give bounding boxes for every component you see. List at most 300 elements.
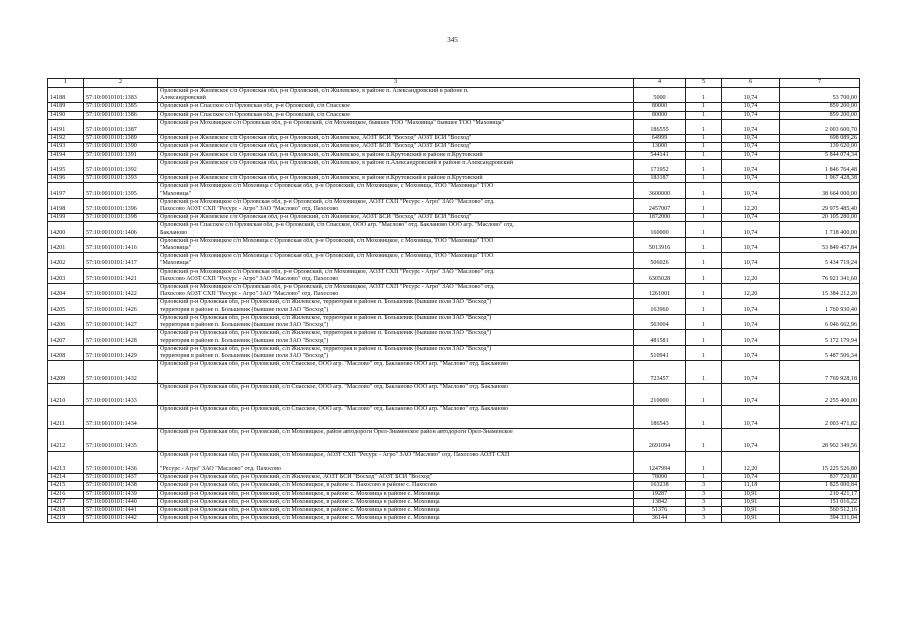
rate-value: 10,74 <box>722 143 780 151</box>
location-description <box>158 237 634 252</box>
row-number: 14207 <box>48 330 84 345</box>
count-value: 1 <box>686 183 722 198</box>
table-row <box>48 268 860 283</box>
row-number: 14201 <box>48 237 84 252</box>
description-line: Орловский р-н Моховицкое с/п Орловская обл, р-н Орловский, с/п Моховицкое, АОЗТ СХП "Ресурс - Агро" ЗАО "Маслово" отд. <box>160 284 495 291</box>
area-value: 5000 <box>634 88 686 103</box>
count-value: 3 <box>686 482 722 490</box>
description-line: территория в районе п. Большевик (бывшие поля ЗАО "Восход") <box>160 322 329 329</box>
description-line: Орловский р-н Спасское с/п Орловская обл, р-н Орловский, с/п Спасское <box>160 111 350 118</box>
area-value: 1872000 <box>634 214 686 222</box>
description-line <box>160 414 631 421</box>
description-line: Орловский р-н Орловская обл, р-н Орловский, с/п Моховицкое, в районе с. Моховица в районе с. Моховица <box>160 498 440 505</box>
area-value: 6305028 <box>634 268 686 283</box>
table-row <box>48 406 860 429</box>
table-row <box>48 143 860 151</box>
count-value: 1 <box>686 103 722 111</box>
row-number: 14188 <box>48 88 84 103</box>
description-line: Орловский р-н Жилевское с/п Орловская обл, р-н Орловский, с/п Жилевское, в районе п.Александровский в районе п.Александровский <box>160 159 513 166</box>
table-row <box>48 183 860 198</box>
amount-value: 1 825 000,84 <box>780 482 860 490</box>
location-description <box>158 474 634 482</box>
location-description <box>158 111 634 119</box>
row-number: 14198 <box>48 198 84 213</box>
table-row <box>48 103 860 111</box>
cadastral-number: 57:10:0010101:1440 <box>84 498 158 506</box>
row-number: 14190 <box>48 111 84 119</box>
description-line: Орловский р-н Жилевское с/п Орловская обл, р-н Орловский, с/п Жилевское, в районе п. Александровский в районе п. <box>160 88 469 94</box>
location-description <box>158 159 634 174</box>
location-description <box>158 383 634 406</box>
table-row <box>48 498 860 506</box>
location-description <box>158 361 634 384</box>
amount-value: 1 718 400,00 <box>780 222 860 237</box>
row-number: 14209 <box>48 361 84 384</box>
cadastral-number: 57:10:0010101:1383 <box>84 88 158 103</box>
amount-value: 394 331,04 <box>780 515 860 523</box>
count-value: 1 <box>686 253 722 268</box>
area-value: 2691094 <box>634 428 686 451</box>
description-line: Пахосово АОЗТ СХП "Ресурс - Агро" ЗАО "Маслово" отд. Пахосово <box>160 206 339 213</box>
description-line <box>160 459 631 466</box>
description-line: Александровский <box>160 95 206 102</box>
description-line: Орловский р-н Орловская обл, р-н Орловский, с/п Моховицкое, в районе с. Моховица в районе с. Моховица <box>160 506 440 513</box>
count-value: 1 <box>686 88 722 103</box>
description-line: Орловский р-н Моховицкое с/п Моховица с Орловская обл, р-н Орловский, с/п Моховицкое, с Моховица, ТОО "Маховица" ТОО <box>160 183 494 190</box>
area-value: 544141 <box>634 151 686 159</box>
cadastral-number: 57:10:0010101:1389 <box>84 135 158 143</box>
area-value: 563004 <box>634 314 686 329</box>
location-description <box>158 268 634 283</box>
location-description <box>158 143 634 151</box>
table-row <box>48 345 860 360</box>
location-description <box>158 88 634 103</box>
count-value: 1 <box>686 143 722 151</box>
amount-value: 837 720,00 <box>780 474 860 482</box>
rate-value: 10,74 <box>722 314 780 329</box>
description-line: Орловский р-н Орловская обл, р-н Орловский, с/п Спасское, ООО агр. "Маслово" отд. Бакланово ООО агр. "Маслово" отд. Бакланово <box>160 406 509 413</box>
location-description <box>158 135 634 143</box>
rate-value: 10,74 <box>722 330 780 345</box>
area-value: 481581 <box>634 330 686 345</box>
area-value: 506026 <box>634 253 686 268</box>
area-value: 723457 <box>634 361 686 384</box>
rate-value: 10,74 <box>722 383 780 406</box>
area-value: 1261001 <box>634 284 686 299</box>
cadastral-number: 57:10:0010101:1417 <box>84 253 158 268</box>
rate-value: 11,18 <box>722 482 780 490</box>
amount-value: 20 105 280,00 <box>780 214 860 222</box>
location-description <box>158 498 634 506</box>
description-line: Орловский р-н Орловская обл, р-н Орловский, с/п Жилевское, территория в районе п. Большевик (бывшие поля ЗАО "Восход") <box>160 299 492 306</box>
cadastral-number: 57:10:0010101:1438 <box>84 482 158 490</box>
location-description <box>158 406 634 429</box>
description-line <box>160 443 631 450</box>
amount-value: 5 434 719,24 <box>780 253 860 268</box>
area-value: 80000 <box>634 111 686 119</box>
count-value: 1 <box>686 268 722 283</box>
amount-value: 859 200,00 <box>780 111 860 119</box>
column-header: 7 <box>780 79 860 88</box>
description-line: Орловский р-н Орловская обл, р-н Орловский, с/п Моховицкое, в районе с. Моховица в районе с. Моховица <box>160 515 440 522</box>
description-line: Орловский р-н Жилевское с/п Орловская обл, р-н Орловский, с/п Жилевское, в районе п.Крутовский в районе п.Крутовский <box>160 175 483 182</box>
description-line: "Ресурс - Агро" ЗАО "Маслово" отд. Пахосово <box>160 465 281 472</box>
rate-value: 10,74 <box>722 119 780 134</box>
land-register-table <box>47 78 860 523</box>
cadastral-number: 57:10:0010101:1387 <box>84 119 158 134</box>
area-value: 78000 <box>634 474 686 482</box>
row-number: 14192 <box>48 135 84 143</box>
cadastral-number: 57:10:0010101:1421 <box>84 268 158 283</box>
rate-value: 10,74 <box>722 361 780 384</box>
table-row <box>48 506 860 514</box>
amount-value: 15 225 526,80 <box>780 451 860 474</box>
count-value: 1 <box>686 111 722 119</box>
area-value: 1247994 <box>634 451 686 474</box>
area-value: 510941 <box>634 345 686 360</box>
area-value: 163238 <box>634 482 686 490</box>
area-value: 5013916 <box>634 237 686 252</box>
row-number: 14215 <box>48 482 84 490</box>
description-line: Бакланово <box>160 229 188 236</box>
amount-value: 210 421,17 <box>780 490 860 498</box>
cadastral-number: 57:10:0010101:1390 <box>84 143 158 151</box>
description-line: Орловский р-н Моховицкое с/п Моховица с Орловская обл, р-н Орловский, с/п Моховицкое, с Моховица, ТОО "Маховица" ТОО <box>160 253 494 260</box>
location-description <box>158 314 634 329</box>
table-row <box>48 222 860 237</box>
cadastral-number: 57:10:0010101:1432 <box>84 361 158 384</box>
cadastral-number: 57:10:0010101:1439 <box>84 490 158 498</box>
amount-value: 859 200,00 <box>780 103 860 111</box>
table-row <box>48 237 860 252</box>
amount-value: 53 849 457,84 <box>780 237 860 252</box>
count-value: 1 <box>686 345 722 360</box>
location-description <box>158 151 634 159</box>
cadastral-number: 57:10:0010101:1393 <box>84 175 158 183</box>
row-number: 14199 <box>48 214 84 222</box>
amount-value: 5 844 074,34 <box>780 151 860 159</box>
count-value: 1 <box>686 314 722 329</box>
count-value: 1 <box>686 383 722 406</box>
rate-value: 10,74 <box>722 159 780 174</box>
cadastral-number: 57:10:0010101:1434 <box>84 406 158 429</box>
rate-value: 10,74 <box>722 214 780 222</box>
area-value: 13000 <box>634 143 686 151</box>
rate-value: 10,74 <box>722 151 780 159</box>
location-description <box>158 175 634 183</box>
rate-value: 10,74 <box>722 253 780 268</box>
count-value: 1 <box>686 237 722 252</box>
location-description <box>158 222 634 237</box>
table-row <box>48 253 860 268</box>
rate-value: 10,91 <box>722 506 780 514</box>
area-value: 64999 <box>634 135 686 143</box>
rate-value: 10,74 <box>722 428 780 451</box>
area-value: 80000 <box>634 103 686 111</box>
amount-value: 6 046 662,96 <box>780 314 860 329</box>
column-header: 6 <box>722 79 780 88</box>
cadastral-number: 57:10:0010101:1428 <box>84 330 158 345</box>
cadastral-number: 57:10:0010101:1398 <box>84 214 158 222</box>
description-line: Орловский р-н Моховицкое с/п Орловская обл, р-н Орловский, с/п Моховицкое, бывшее ТОО "Маховица" бывшее ТОО "Маховица" <box>160 119 504 126</box>
row-number: 14208 <box>48 345 84 360</box>
page-number: 345 <box>447 36 458 44</box>
table-row <box>48 159 860 174</box>
rate-value: 10,74 <box>722 135 780 143</box>
amount-value: 560 512,16 <box>780 506 860 514</box>
location-description <box>158 451 634 474</box>
table-row <box>48 88 860 103</box>
row-number: 14212 <box>48 428 84 451</box>
table-row <box>48 490 860 498</box>
row-number: 14202 <box>48 253 84 268</box>
cadastral-number: 57:10:0010101:1435 <box>84 428 158 451</box>
location-description <box>158 198 634 213</box>
count-value: 1 <box>686 284 722 299</box>
area-value: 19287 <box>634 490 686 498</box>
area-value: 160000 <box>634 222 686 237</box>
amount-value: 5 487 506,34 <box>780 345 860 360</box>
cadastral-number: 57:10:0010101:1396 <box>84 198 158 213</box>
row-number: 14214 <box>48 474 84 482</box>
rate-value: 10,74 <box>722 183 780 198</box>
row-number: 14200 <box>48 222 84 237</box>
count-value: 3 <box>686 515 722 523</box>
row-number: 14197 <box>48 183 84 198</box>
count-value: 1 <box>686 451 722 474</box>
location-description <box>158 103 634 111</box>
location-description <box>158 515 634 523</box>
column-header: 5 <box>686 79 722 88</box>
table-row <box>48 111 860 119</box>
count-value: 1 <box>686 361 722 384</box>
count-value: 1 <box>686 198 722 213</box>
description-line: Орловский р-н Орловская обл, р-н Орловский, с/п Спасское, ООО агр. "Маслово" отд. Бакланово ООО агр. "Маслово" отд. Бакланово <box>160 361 509 368</box>
count-value: 1 <box>686 119 722 134</box>
area-value: 2457007 <box>634 198 686 213</box>
cadastral-number: 57:10:0010101:1406 <box>84 222 158 237</box>
description-line <box>160 398 631 405</box>
table-row <box>48 515 860 523</box>
row-number: 14204 <box>48 284 84 299</box>
description-line <box>160 368 631 375</box>
rate-value: 10,74 <box>722 237 780 252</box>
table-row <box>48 299 860 314</box>
description-line: Орловский р-н Орловская обл, р-н Орловский, с/п Жилевское, АОЗТ БСИ "Восход" АОЗТ БСИ "Восход" <box>160 474 433 481</box>
area-value: 3600000 <box>634 183 686 198</box>
area-value: 186555 <box>634 119 686 134</box>
location-description <box>158 482 634 490</box>
count-value: 3 <box>686 490 722 498</box>
amount-value: 2 003 471,82 <box>780 406 860 429</box>
row-number: 14203 <box>48 268 84 283</box>
row-number: 14191 <box>48 119 84 134</box>
description-line: Орловский р-н Орловская обл, р-н Орловский, с/п Моховицкое, в районе с. Пахосово в районе с. Пахосово <box>160 482 437 489</box>
area-value: 210000 <box>634 383 686 406</box>
amount-value: 1 967 428,38 <box>780 175 860 183</box>
row-number: 14189 <box>48 103 84 111</box>
table-row <box>48 284 860 299</box>
table-row <box>48 474 860 482</box>
rate-value: 10,74 <box>722 111 780 119</box>
rate-value: 10,74 <box>722 222 780 237</box>
description-line <box>160 421 631 428</box>
rate-value: 10,74 <box>722 406 780 429</box>
description-line <box>160 436 631 443</box>
rate-value: 10,74 <box>722 103 780 111</box>
column-header: 2 <box>84 79 158 88</box>
count-value: 1 <box>686 299 722 314</box>
location-description <box>158 253 634 268</box>
location-description <box>158 330 634 345</box>
description-line: Пахосово АОЗТ СХП "Ресурс - Агро" ЗАО "Маслово" отд. Пахосово <box>160 275 339 282</box>
description-line: Орловский р-н Жилевское с/п Орловская обл, р-н Орловский, с/п Жилевское, в районе п.Крутовский в районе п.Крутовский <box>160 151 483 158</box>
row-number: 14216 <box>48 490 84 498</box>
area-value: 186543 <box>634 406 686 429</box>
cadastral-number: 57:10:0010101:1395 <box>84 183 158 198</box>
amount-value: 38 664 000,00 <box>780 183 860 198</box>
description-line: Орловский р-н Орловская обл, р-н Орловский, с/п Жилевское, территория в районе п. Большевик (бывшие поля ЗАО "Восход") <box>160 314 492 321</box>
rate-value: 12,20 <box>722 268 780 283</box>
area-value: 51376 <box>634 506 686 514</box>
table-row <box>48 451 860 474</box>
description-line: Орловский р-н Орловская обл, р-н Орловский, с/п Моховицкое, в районе с. Моховица в районе с. Моховица <box>160 490 440 497</box>
rate-value: 12,20 <box>722 198 780 213</box>
amount-value: 698 089,26 <box>780 135 860 143</box>
amount-value: 5 172 179,94 <box>780 330 860 345</box>
area-value: 171952 <box>634 159 686 174</box>
description-line <box>160 127 631 134</box>
rate-value: 10,74 <box>722 345 780 360</box>
row-number: 14196 <box>48 175 84 183</box>
cadastral-number: 57:10:0010101:1386 <box>84 111 158 119</box>
cadastral-number: 57:10:0010101:1442 <box>84 515 158 523</box>
count-value: 3 <box>686 506 722 514</box>
column-header: 3 <box>158 79 634 88</box>
row-number: 14194 <box>48 151 84 159</box>
table-row <box>48 428 860 451</box>
amount-value: 76 921 341,60 <box>780 268 860 283</box>
description-line: Пахосово АОЗТ СХП "Ресурс - Агро" ЗАО "Маслово" отд. Пахосово <box>160 291 339 298</box>
description-line <box>160 391 631 398</box>
description-line <box>160 167 631 174</box>
count-value: 1 <box>686 222 722 237</box>
description-line: Орловский р-н Моховицкое с/п Орловская обл, р-н Орловский, с/п Моховицкое, АОЗТ СХП "Ресурс - Агро" ЗАО "Маслово" отд. <box>160 198 495 205</box>
cadastral-number: 57:10:0010101:1426 <box>84 299 158 314</box>
rate-value: 12,20 <box>722 284 780 299</box>
cadastral-number: 57:10:0010101:1391 <box>84 151 158 159</box>
location-description <box>158 345 634 360</box>
cadastral-number: 57:10:0010101:1385 <box>84 103 158 111</box>
description-line: "Маховица" <box>160 260 192 267</box>
location-description <box>158 490 634 498</box>
table-row <box>48 198 860 213</box>
row-number: 14211 <box>48 406 84 429</box>
description-line: Орловский р-н Орловская обл, р-н Орловский, с/п Спасское, ООО агр. "Маслово" отд. Бакланово ООО агр. "Маслово" отд. Бакланово <box>160 383 509 390</box>
description-line: Орловский р-н Моховицкое с/п Моховица с Орловская обл, р-н Орловский, с/п Моховицкое, с Моховица, ТОО "Маховица" ТОО <box>160 237 494 244</box>
table-row <box>48 214 860 222</box>
count-value: 1 <box>686 428 722 451</box>
rate-value: 10,74 <box>722 474 780 482</box>
description-line: Орловский р-н Спасское с/п Орловская обл, р-н Орловский, с/п Спасское <box>160 103 350 110</box>
area-value: 13842 <box>634 498 686 506</box>
count-value: 1 <box>686 175 722 183</box>
table-body <box>48 79 860 523</box>
row-number: 14218 <box>48 506 84 514</box>
row-number: 14195 <box>48 159 84 174</box>
count-value: 1 <box>686 135 722 143</box>
cadastral-number: 57:10:0010101:1422 <box>84 284 158 299</box>
cadastral-number: 57:10:0010101:1441 <box>84 506 158 514</box>
table-row <box>48 361 860 384</box>
amount-value: 139 620,00 <box>780 143 860 151</box>
row-number: 14193 <box>48 143 84 151</box>
count-value: 1 <box>686 474 722 482</box>
description-line: территория в районе п. Большевик (бывшие поля ЗАО "Восход") <box>160 306 329 313</box>
cadastral-number: 57:10:0010101:1433 <box>84 383 158 406</box>
count-value: 1 <box>686 151 722 159</box>
rate-value: 10,91 <box>722 498 780 506</box>
row-number: 14213 <box>48 451 84 474</box>
description-line: Орловский р-н Жилевское с/п Орловская обл, р-н Орловский, с/п Жилевское, АОЗТ БСИ "Восход" АОЗТ БСИ "Восход" <box>160 214 472 221</box>
description-line: Орловский р-н Орловская обл, р-н Орловский, с/п Жилевское, территория в районе п. Большевик (бывшие поля ЗАО "Восход") <box>160 330 492 337</box>
cadastral-number: 57:10:0010101:1416 <box>84 237 158 252</box>
location-description <box>158 183 634 198</box>
table-row <box>48 383 860 406</box>
amount-value: 151 016,22 <box>780 498 860 506</box>
row-number: 14206 <box>48 314 84 329</box>
cadastral-number: 57:10:0010101:1427 <box>84 314 158 329</box>
description-line: территория в районе п. Большевик (бывшие поля ЗАО "Восход") <box>160 337 329 344</box>
row-number: 14217 <box>48 498 84 506</box>
amount-value: 2 003 600,70 <box>780 119 860 134</box>
column-header: 4 <box>634 79 686 88</box>
description-line: Орловский р-н Жилевское с/п Орловская обл, р-н Орловский, с/п Жилевское, АОЗТ БСИ "Восход" АОЗТ БСИ "Восход" <box>160 135 472 142</box>
rate-value: 12,20 <box>722 451 780 474</box>
table-row <box>48 330 860 345</box>
description-line: Орловский р-н Орловская обл, р-н Орловский, с/п Моховицкое, район автодороги Орел-Знаменское район автодороги Орел-Знаменское <box>160 428 513 435</box>
row-number: 14210 <box>48 383 84 406</box>
row-number: 14205 <box>48 299 84 314</box>
cadastral-number: 57:10:0010101:1436 <box>84 451 158 474</box>
amount-value: 28 902 349,56 <box>780 428 860 451</box>
description-line: "Маховица" <box>160 245 192 252</box>
table-row <box>48 151 860 159</box>
table-row <box>48 135 860 143</box>
table-header-row <box>48 79 860 88</box>
amount-value: 1 846 764,48 <box>780 159 860 174</box>
rate-value: 10,74 <box>722 175 780 183</box>
table-row <box>48 175 860 183</box>
description-line <box>160 376 631 383</box>
count-value: 1 <box>686 214 722 222</box>
amount-value: 7 769 928,18 <box>780 361 860 384</box>
description-line: Орловский р-н Моховицкое с/п Орловская обл, р-н Орловский, с/п Моховицкое, АОЗТ СХП "Ресурс - Агро" ЗАО "Маслово" отд. <box>160 268 495 275</box>
cadastral-number: 57:10:0010101:1429 <box>84 345 158 360</box>
area-value: 163960 <box>634 299 686 314</box>
location-description <box>158 299 634 314</box>
rate-value: 10,74 <box>722 88 780 103</box>
description-line: Орловский р-н Спасское с/п Орловская обл, р-н Орловский, с/п Спасское, ООО агр. "Маслово" отд. Бакланово ООО агр. "Маслово" отд. <box>160 222 515 229</box>
count-value: 1 <box>686 159 722 174</box>
description-line: "Маховица" <box>160 190 192 197</box>
amount-value: 53 700,00 <box>780 88 860 103</box>
row-number: 14219 <box>48 515 84 523</box>
location-description <box>158 284 634 299</box>
cadastral-number: 57:10:0010101:1437 <box>84 474 158 482</box>
table-row <box>48 314 860 329</box>
amount-value: 2 255 400,00 <box>780 383 860 406</box>
